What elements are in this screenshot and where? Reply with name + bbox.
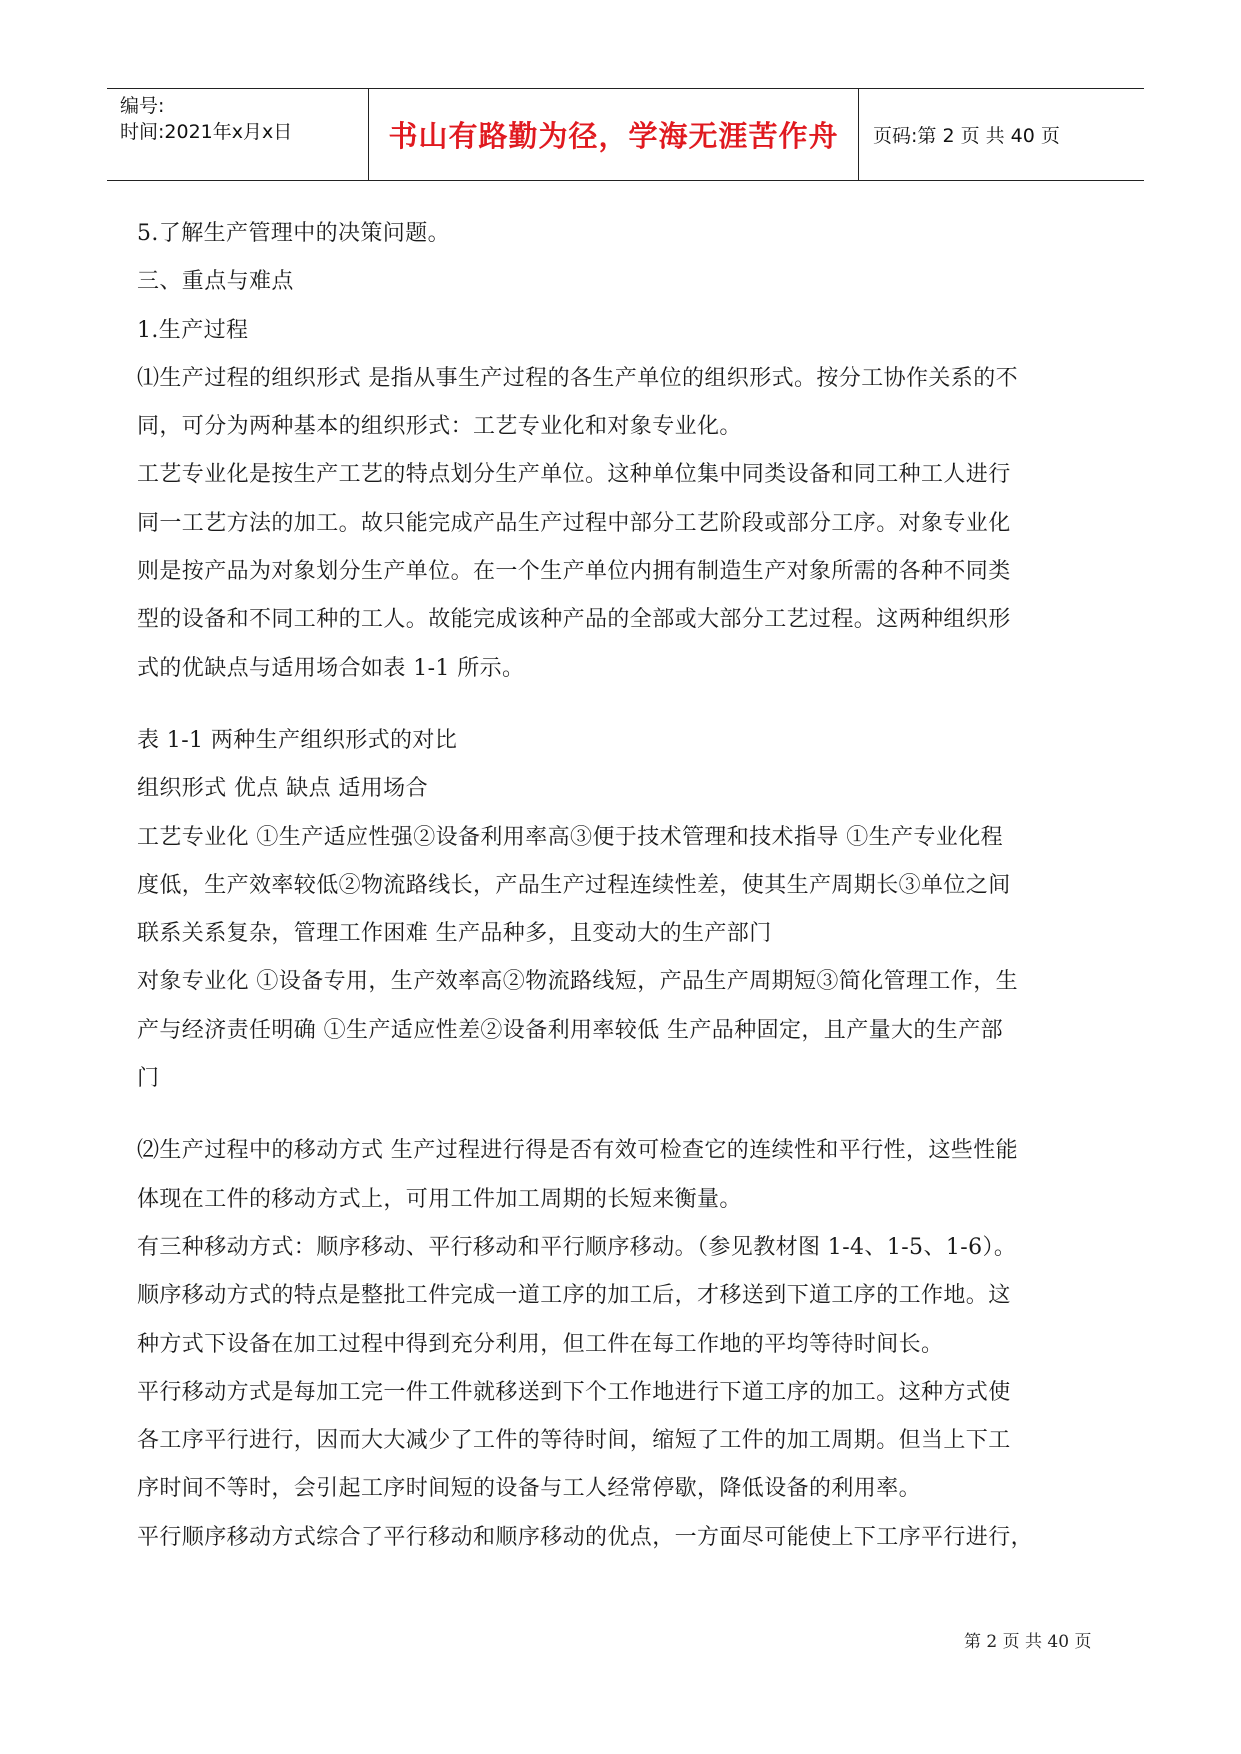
table-row-line: 度低，生产效率较低②物流路线长，产品生产过程连续性差，使其生产周期长③单位之间 <box>137 872 1011 898</box>
header-motto: 书山有路勤为径，学海无涯苦作舟 <box>388 119 839 153</box>
header-motto-cell <box>369 89 859 180</box>
section-heading: 三、重点与难点 <box>137 269 294 295</box>
document-body <box>137 210 1115 1562</box>
page-footer: 第 2 页 共 40 页 <box>964 1632 1092 1652</box>
table-header-line: 组织形式 优点 缺点 适用场合 <box>137 776 428 802</box>
text-line: 各工序平行进行，因而大大减少了工件的等待时间，缩短了工件的加工周期。但当上下工 <box>137 1428 1011 1454</box>
text-line: ⑵生产过程中的移动方式 生产过程进行得是否有效可检查它的连续性和平行性，这些性能 <box>137 1138 1018 1164</box>
paragraph-gap <box>137 693 1115 717</box>
document-header <box>107 88 1144 181</box>
table-row-line: 工艺专业化 ①生产适应性强②设备利用率高③便于技术管理和技术指导 ①生产专业化程 <box>137 824 1003 850</box>
text-line: 式的优缺点与适用场合如表 1-1 所示。 <box>137 655 525 681</box>
text-line: 工艺专业化是按生产工艺的特点划分生产单位。这种单位集中同类设备和同工种工人进行 <box>137 462 1011 488</box>
text-line: 顺序移动方式的特点是整批工件完成一道工序的加工后，才移送到下道工序的工作地。这 <box>137 1283 1011 1309</box>
text-line: 平行顺序移动方式综合了平行移动和顺序移动的优点，一方面尽可能使上下工序平行进行， <box>137 1524 1034 1550</box>
text-line: 型的设备和不同工种的工人。故能完成该种产品的全部或大部分工艺过程。这两种组织形 <box>137 607 1011 633</box>
header-meta-cell <box>107 89 369 180</box>
text-line: 有三种移动方式：顺序移动、平行移动和平行顺序移动。（参见教材图 1-4、1-5、1-6）。 <box>137 1234 1017 1260</box>
subsection-heading: 1.生产过程 <box>137 317 249 343</box>
table-row-line: 联系关系复杂，管理工作困难 生产品种多，且变动大的生产部门 <box>137 921 772 947</box>
text-line: 则是按产品为对象划分生产单位。在一个生产单位内拥有制造生产对象所需的各种不同类 <box>137 559 1011 585</box>
text-line: 平行移动方式是每加工完一件工件就移送到下个工作地进行下道工序的加工。这种方式使 <box>137 1379 1011 1405</box>
text-line: 同一工艺方法的加工。故只能完成产品生产过程中部分工艺阶段或部分工序。对象专业化 <box>137 510 1011 536</box>
paragraph-gap <box>137 1103 1115 1127</box>
document-time-label: 时间:2021年x月x日 <box>120 121 293 143</box>
text-line: ⑴生产过程的组织形式 是指从事生产过程的各生产单位的组织形式。按分工协作关系的不 <box>137 365 1018 391</box>
table-row-line: 门 <box>137 1066 160 1092</box>
table-row-line: 产与经济责任明确 ①生产适应性差②设备利用率较低 生产品种固定，且产量大的生产部 <box>137 1017 1003 1043</box>
text-line: 种方式下设备在加工过程中得到充分利用，但工件在每工作地的平均等待时间长。 <box>137 1331 944 1357</box>
text-line: 同，可分为两种基本的组织形式：工艺专业化和对象专业化。 <box>137 414 742 440</box>
table-row-line: 对象专业化 ①设备专用，生产效率高②物流路线短，产品生产周期短③简化管理工作，生 <box>137 969 1018 995</box>
header-page-number: 页码:第 2 页 共 40 页 <box>873 125 1060 147</box>
header-page-cell <box>859 89 1144 180</box>
text-line: 5.了解生产管理中的决策问题。 <box>137 221 450 246</box>
table-caption: 表 1-1 两种生产组织形式的对比 <box>137 727 458 753</box>
text-line: 序时间不等时，会引起工序时间短的设备与工人经常停歇，降低设备的利用率。 <box>137 1476 922 1502</box>
document-number-label: 编号: <box>120 95 165 117</box>
text-line: 体现在工件的移动方式上，可用工件加工周期的长短来衡量。 <box>137 1186 742 1212</box>
